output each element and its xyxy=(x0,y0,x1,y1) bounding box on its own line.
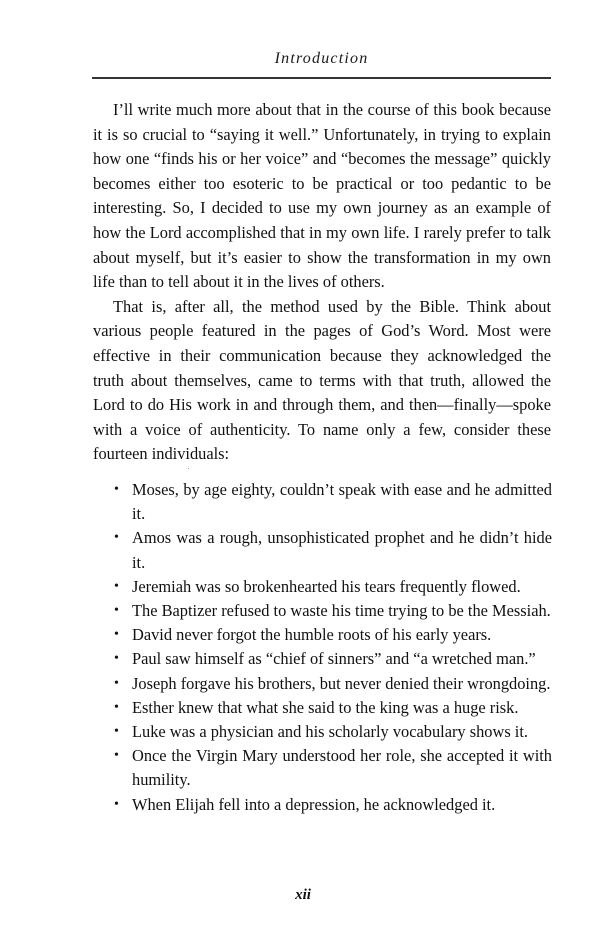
list-item xyxy=(112,647,552,671)
list-item-text: Amos was a rough, unsophisticated prophet and he didn’t hide it. xyxy=(132,528,552,572)
list-item-text: Jeremiah was so brokenhearted his tears frequently flowed. xyxy=(132,576,521,596)
bullet-icon: • xyxy=(114,675,119,691)
list-item-text: Moses, by age eighty, couldn’t speak with ease and he admitted it. xyxy=(132,480,552,524)
list-item-text: Once the Virgin Mary understood her role, she accepted it with humility. xyxy=(132,746,552,790)
list-item xyxy=(112,696,552,720)
bullet-icon: • xyxy=(114,578,119,594)
list-item-text: When Elijah fell into a depression, he acknowledged it. xyxy=(132,794,496,814)
list-item xyxy=(112,623,552,647)
bullet-icon: • xyxy=(114,796,119,812)
individuals-list xyxy=(112,478,552,817)
list-item-text: Luke was a physician and his scholarly vocabulary shows it. xyxy=(132,722,529,742)
list-item-text: David never forgot the humble roots of his early years. xyxy=(132,625,492,645)
list-item-text: Esther knew that what she said to the king was a huge risk. xyxy=(132,697,519,717)
list-item-text: The Baptizer refused to waste his time trying to be the Messiah. xyxy=(132,601,551,621)
list-item-text: Joseph forgave his brothers, but never denied their wrongdoing. xyxy=(132,673,551,693)
paragraph: I’ll write much more about that in the course of this book because it is so crucial to “saying it well.” Unfortunately, in trying to explain how one “finds his or her voice” and “becomes the message” quickly becomes either too esoteric to be practical or too pedantic to be interesting. So, I decided to use my own journey as an example of how the Lord accomplished that in my own life. I rarely prefer to talk about myself, but it’s easier to show the transformation in my own life than to tell about it in the lives of others. xyxy=(93,100,551,292)
header-rule xyxy=(92,77,551,79)
bullet-icon: • xyxy=(114,748,119,764)
stray-mark xyxy=(188,468,189,469)
list-item xyxy=(112,672,552,696)
list-item xyxy=(112,793,552,817)
list-item xyxy=(112,478,552,526)
body-text xyxy=(93,98,551,467)
page-number: xii xyxy=(295,887,311,903)
bullet-icon: • xyxy=(114,699,119,715)
bullet-icon: • xyxy=(114,651,119,667)
list-item-text: Paul saw himself as “chief of sinners” and “a wretched man.” xyxy=(132,649,536,669)
list-item xyxy=(112,599,552,623)
paragraph: That is, after all, the method used by the Bible. Think about various people featured in the pages of God’s Word. Most were effective in their communication because they acknowledged the truth about themselves, came to terms with that truth, allowed the Lord to do His work in and through them, and then—finally—spoke with a voice of authenticity. To name only a few, consider these fourteen individuals: xyxy=(93,296,551,464)
bullet-icon: • xyxy=(114,724,119,740)
list-item xyxy=(112,720,552,744)
list-item xyxy=(112,575,552,599)
bullet-icon: • xyxy=(114,627,119,643)
list-item xyxy=(112,744,552,792)
bullet-icon: • xyxy=(114,603,119,619)
bullet-icon: • xyxy=(114,530,119,546)
list-item xyxy=(112,526,552,574)
running-head-title: Introduction xyxy=(274,50,369,67)
bullet-icon: • xyxy=(114,482,119,497)
